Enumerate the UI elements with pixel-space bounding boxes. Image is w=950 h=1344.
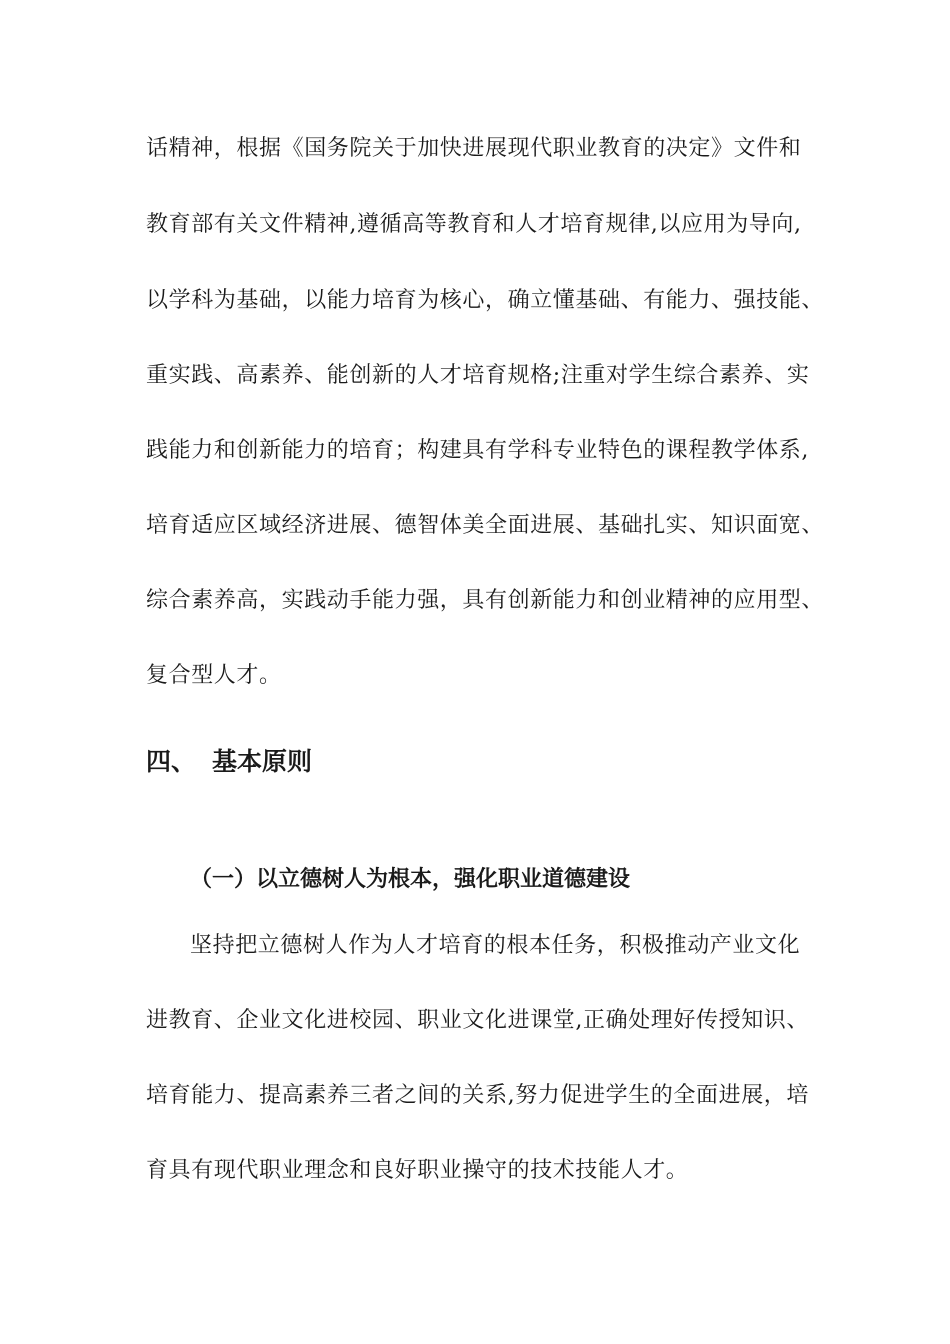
paragraph-line: 坚持把立德树人作为人才培育的根本任务，积极推动产业文化 <box>190 933 801 958</box>
section-heading <box>146 745 312 779</box>
subsection-heading: （一）以立德树人为根本，强化职业道德建设 <box>190 867 631 892</box>
paragraph-line: 培育能力、提高素养三者之间的关系,努力促进学生的全面进展，培 <box>146 1083 809 1108</box>
paragraph-line: 综合素养高，实践动手能力强，具有创新能力和创业精神的应用型、 <box>146 588 825 613</box>
paragraph-line: 践能力和创新能力的培育；构建具有学科专业特色的课程教学体系, <box>146 438 809 463</box>
paragraph-line: 育具有现代职业理念和良好职业操守的技术技能人才。 <box>146 1158 689 1183</box>
paragraph-line: 重实践、高素养、能创新的人才培育规格;注重对学生综合素养、实 <box>146 363 810 388</box>
paragraph-line: 以学科为基础，以能力培育为核心，确立懂基础、有能力、强技能、 <box>146 288 825 313</box>
section-title: 基本原则 <box>212 747 313 776</box>
paragraph-line: 培育适应区域经济进展、德智体美全面进展、基础扎实、知识面宽、 <box>146 513 825 538</box>
paragraph-line: 复合型人才。 <box>146 663 282 688</box>
section-number: 四、 <box>146 747 197 776</box>
paragraph-line: 进教育、企业文化进校园、职业文化进课堂,正确处理好传授知识、 <box>146 1008 809 1033</box>
paragraph-line: 话精神，根据《国务院关于加快进展现代职业教育的决定》文件和 <box>146 136 802 161</box>
paragraph-line: 教育部有关文件精神,遵循高等教育和人才培育规律,以应用为导向, <box>146 212 802 237</box>
